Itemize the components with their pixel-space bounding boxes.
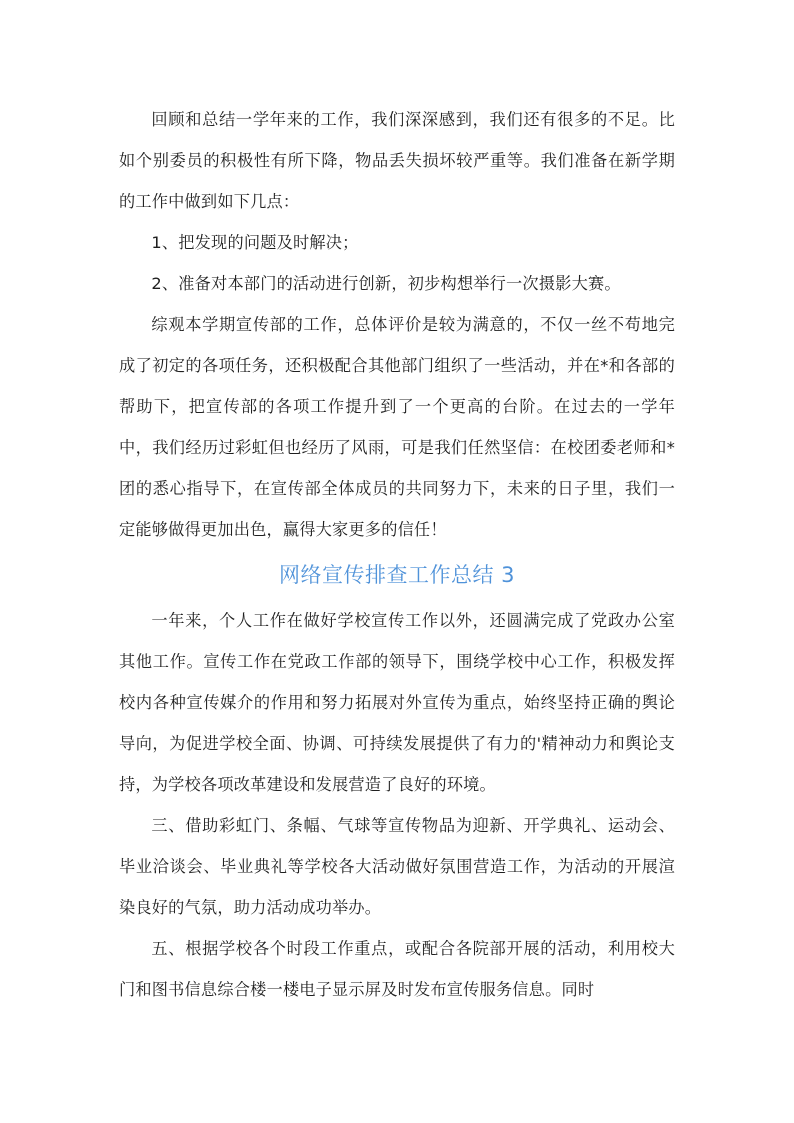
paragraph-point-three: 三、借助彩虹门、条幅、气球等宣传物品为迎新、开学典礼、运动会、毕业洽谈会、毕业典礼等学校各大活动做好氛围营造工作，为活动的开展渲染良好的气氛，助力活动成功举办。 [119, 816, 675, 917]
section-heading: 网络宣传排查工作总结 3 [278, 563, 516, 587]
paragraph-year-overview: 一年来，个人工作在做好学校宣传工作以外，还圆满完成了党政办公室其他工作。宣传工作在党政工作部的领导下，围绕学校中心工作，积极发挥校内各种宣传媒介的作用和努力拓展对外宣传为重点，始终坚持正确的舆论导向，为促进学校全面、协调、可持续发展提供了有力的'精神动力和舆论支持，为学校各项改革建设和发展营造了良好的环境。 [119, 611, 675, 794]
paragraph-review-summary: 回顾和总结一学年来的工作，我们深深感到，我们还有很多的不足。比如个别委员的积极性有所下降，物品丢失损坏较严重等。我们准备在新学期的工作中做到如下几点： [119, 110, 675, 211]
paragraph-plan-item-2: 2、准备对本部门的活动进行创新，初步构想举行一次摄影大赛。 [151, 274, 621, 293]
paragraph-plan-item-1: 1、把发现的问题及时解决； [151, 233, 359, 252]
paragraph-point-five: 五、根据学校各个时段工作重点，或配合各院部开展的活动，利用校大门和图书信息综合楼一楼电子显示屏及时发布宣传服务信息。同时 [119, 939, 675, 999]
paragraph-overall-evaluation: 综观本学期宣传部的工作，总体评价是较为满意的，不仅一丝不苟地完成了初定的各项任务，还积极配合其他部门组织了一些活动，并在*和各部的帮助下，把宣传部的各项工作提升到了一个更高的台阶。在过去的一学年中，我们经历过彩虹但也经历了风雨，可是我们任然坚信：在校团委老师和*团的悉心指导下，在宣传部全体成员的共同努力下，未来的日子里，我们一定能够做得更加出色，赢得大家更多的信任！ [119, 315, 675, 539]
document-page [119, 99, 675, 1010]
